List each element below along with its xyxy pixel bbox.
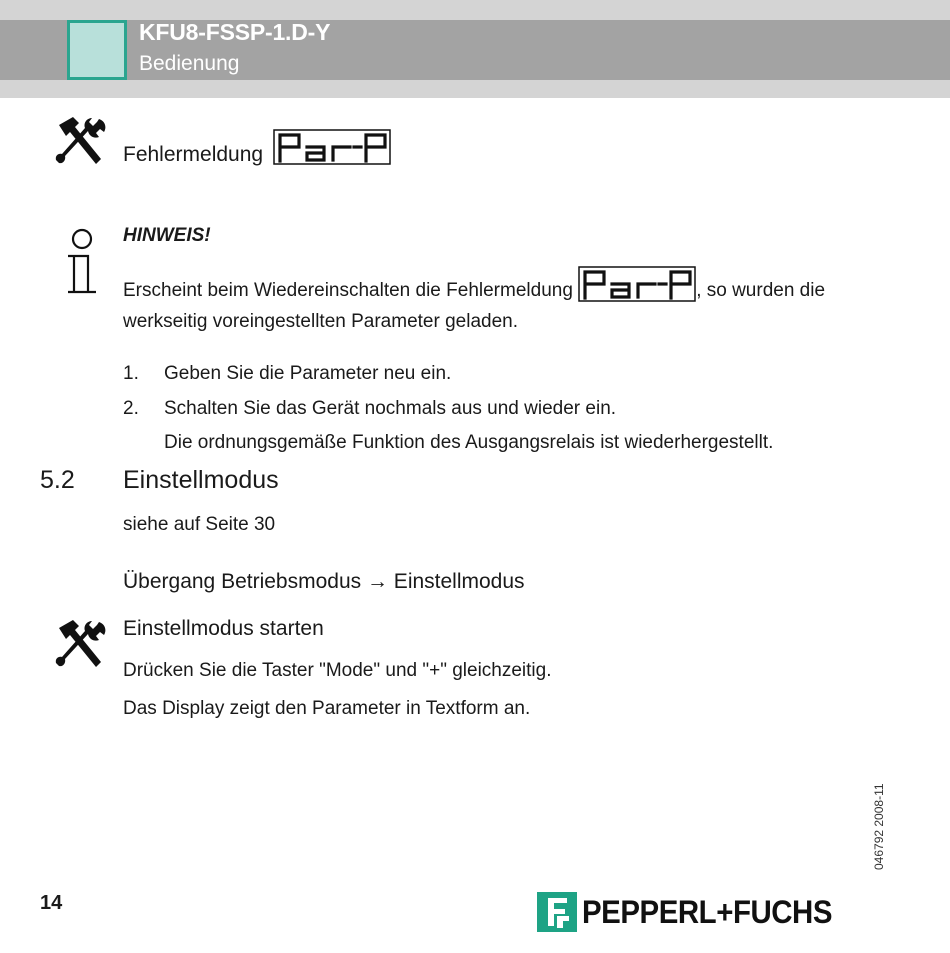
step-number: 2. bbox=[123, 398, 139, 419]
step-result: Die ordnungsgemäße Funktion des Ausgangsrelais ist wiederhergestellt. bbox=[164, 432, 774, 453]
error-message-label: Fehlermeldung bbox=[123, 143, 264, 166]
procedure-line-1: Drücken Sie die Taster "Mode" und "+" gleichzeitig. bbox=[123, 660, 552, 681]
procedure-title: Einstellmodus starten bbox=[123, 617, 324, 640]
brand-logo-mark bbox=[537, 892, 577, 932]
procedure-line-2: Das Display zeigt den Parameter in Textform an. bbox=[123, 698, 531, 719]
notice-line-1 bbox=[123, 266, 825, 302]
brand-name: PEPPERL+FUCHS bbox=[582, 893, 833, 930]
lcd-display-parp bbox=[273, 129, 391, 165]
document-code: 046792 2008-11 bbox=[872, 783, 886, 870]
notice-text-after: , so wurden die bbox=[696, 280, 826, 301]
step-text: Schalten Sie das Gerät nochmals aus und wieder ein. bbox=[164, 398, 617, 419]
lcd-display-parp-inline bbox=[578, 266, 696, 302]
brand-logo bbox=[537, 890, 854, 934]
section-title: Einstellmodus bbox=[123, 466, 279, 494]
subheading: Übergang Betriebsmodus → Einstellmodus bbox=[123, 570, 525, 593]
section-number: 5.2 bbox=[40, 466, 75, 494]
see-also-reference: siehe auf Seite 30 bbox=[123, 514, 276, 535]
header-accent-square bbox=[67, 20, 127, 80]
hammer-wrench-icon bbox=[53, 115, 109, 171]
document-subtitle: Bedienung bbox=[139, 52, 240, 75]
document-title: KFU8-FSSP-1.D-Y bbox=[139, 19, 331, 45]
hammer-wrench-icon bbox=[53, 618, 109, 674]
step-number: 1. bbox=[123, 363, 139, 384]
info-icon bbox=[64, 228, 100, 296]
error-message-line bbox=[123, 129, 391, 167]
page-number: 14 bbox=[40, 892, 63, 914]
notice-title: HINWEIS! bbox=[123, 225, 211, 246]
notice-line-2: werkseitig voreingestellten Parameter geladen. bbox=[123, 311, 518, 332]
notice-text-before: Erscheint beim Wiedereinschalten die Fehlermeldung bbox=[123, 280, 573, 301]
step-text: Geben Sie die Parameter neu ein. bbox=[164, 363, 452, 384]
